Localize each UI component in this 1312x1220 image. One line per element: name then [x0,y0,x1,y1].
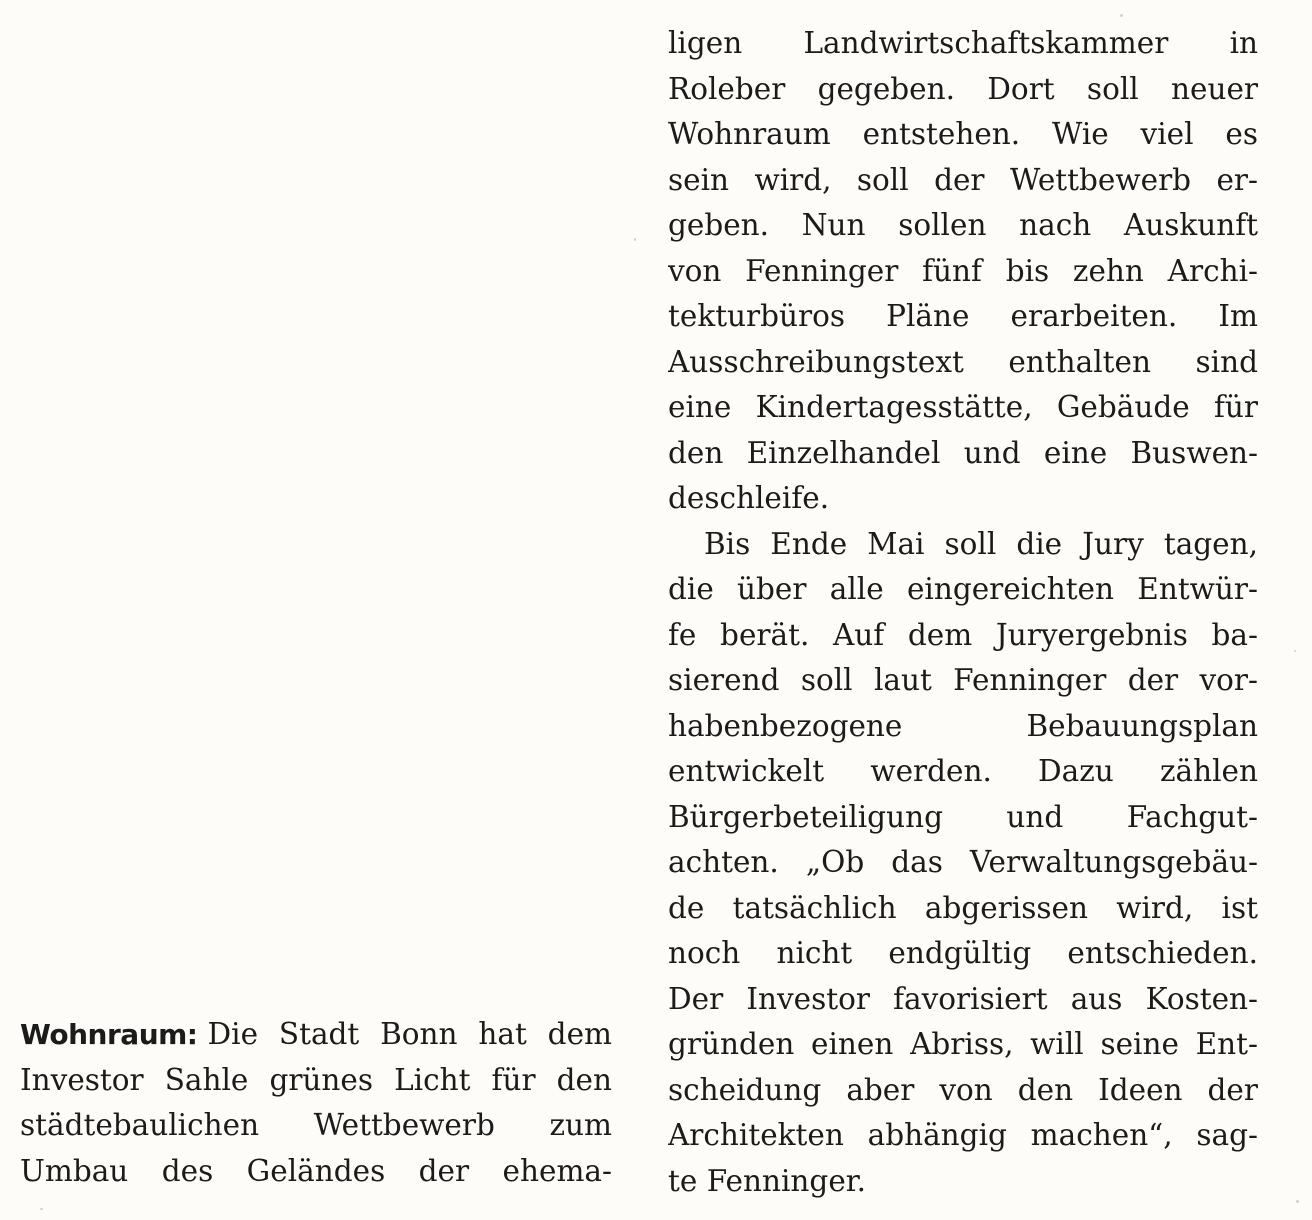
article-paragraph-2 [668,522,1258,1205]
text-line: gründen einen Abriss, will seine Ent- [668,1027,1258,1061]
text-line: von Fenninger fünf bis zehn Archi- [668,253,1258,288]
text-line: deschleife. [668,481,830,515]
text-line: Architekten abhängig machen“, sag- [668,1118,1258,1152]
text-line: entwickelt werden. Dazu zählen [668,754,1258,788]
text-line: habenbezogene Bebauungsplan [668,708,1258,743]
text-line: te Fenninger. [668,1163,867,1198]
text-line: noch nicht endgültig entschieden. [668,936,1258,970]
article-column [668,21,1258,1204]
paper-speck [1296,1200,1299,1203]
text-line: Bis Ende Mai soll die Jury tagen, [704,526,1258,561]
caption-line: Investor Sahle grünes Licht für den [20,1062,612,1097]
text-line: Roleber gegeben. Dort soll neuer [668,71,1258,106]
text-line: ligen Landwirtschaftskammer in [668,26,1258,60]
caption-line: Umbau des Geländes der ehema- [20,1153,612,1188]
text-line: Ausschreibungstext enthalten sind [668,344,1258,379]
caption-label: Wohnraum: [20,1018,198,1051]
text-line: achten. „Ob das Verwaltungsgebäu- [668,845,1258,879]
paper-speck [40,1208,43,1210]
text-line: fe berät. Auf dem Juryergebnis ba- [668,617,1258,652]
paper-speck [1120,14,1123,17]
text-line: geben. Nun sollen nach Auskunft [668,208,1258,242]
text-line: de tatsächlich abgerissen wird, ist [668,890,1258,925]
article-paragraph-1 [668,21,1258,522]
text-line: Bürgerbeteiligung und Fachgut- [668,799,1258,834]
image-caption [20,1012,612,1194]
text-line: tekturbüros Pläne erarbeiten. Im [668,299,1258,333]
text-line: den Einzelhandel und eine Buswen- [668,435,1258,470]
paper-speck [634,238,636,241]
text-line: eine Kindertagesstätte, Gebäude für [668,390,1258,424]
text-line: sierend soll laut Fenninger der vor- [668,663,1258,697]
paper-speck [1294,650,1296,652]
caption-line: Die Stadt Bonn hat dem [207,1017,612,1051]
text-line: Der Investor favorisiert aus Kosten- [668,981,1258,1016]
text-line: die über alle eingereichten Entwür- [668,572,1258,606]
text-line: sein wird, soll der Wettbewerb er- [668,162,1258,197]
text-line: Wohnraum entstehen. Wie viel es [668,117,1258,151]
text-line: scheidung aber von den Ideen der [668,1072,1258,1107]
caption-line: städtebaulichen Wettbewerb zum [20,1108,612,1142]
